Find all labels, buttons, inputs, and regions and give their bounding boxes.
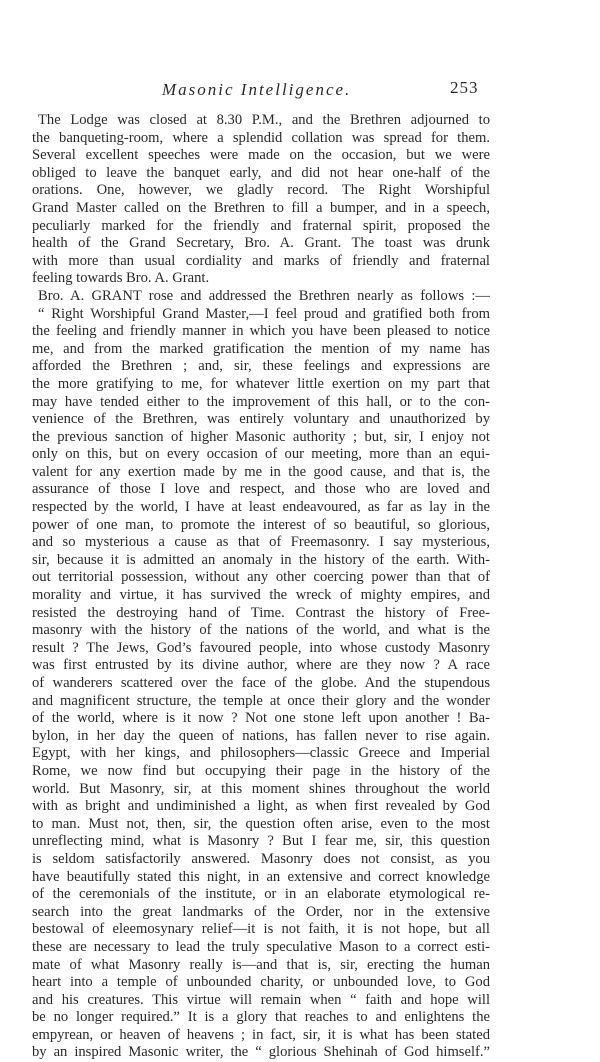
text-line: out territorial possession, without any other coercing power than that of — [32, 569, 490, 586]
text-line: and so mysterious a cause as that of Freemasonry. I say mysterious, — [32, 534, 490, 551]
text-line: peculiarly marked for the friendly and fraternal spirit, proposed the — [32, 217, 490, 234]
text-line: have beautifully stated this night, in an extensive and correct knowledge — [32, 868, 490, 885]
text-line: sir, because it is admitted an anomaly in the history of the earth. With- — [32, 551, 490, 568]
text-line: the previous sanction of higher Masonic authority ; but, sir, I enjoy not — [32, 428, 490, 445]
text-line: result ? The Jews, God’s favoured people, into whose custody Masonry — [32, 639, 490, 656]
page-number: 253 — [450, 78, 479, 97]
text-line: venience of the Brethren, was entirely voluntary and unauthorized by — [32, 411, 490, 428]
text-line: mate of what Masonry really is—and that is, sir, erecting the human — [32, 956, 490, 973]
text-line: Grand Master called on the Brethren to fill a bumper, and in a speech, — [32, 199, 490, 216]
text-line: orations. One, however, we gladly record. The Right Worshipful — [32, 182, 490, 199]
text-line: only on this, but on every occasion of our meeting, more than an equi- — [32, 446, 490, 463]
text-line: feeling towards Bro. A. Grant. — [32, 270, 210, 287]
text-line: bylon, in her day the queen of nations, has fallen never to rise again. — [32, 727, 490, 744]
text-line: search into the great landmarks of the Order, nor in the extensive — [32, 903, 490, 920]
text-line: health of the Grand Secretary, Bro. A. Grant. The toast was drunk — [32, 235, 490, 252]
text-line: me, and from the marked gratification the mention of my name has — [32, 340, 490, 357]
text-line: these are necessary to lead the truly speculative Mason to a correct esti- — [32, 938, 490, 955]
text-line: “ Right Worshipful Grand Master,—I feel proud and gratified both from — [38, 305, 490, 322]
text-line: assurance of those I love and respect, and those who are loved and — [32, 481, 490, 498]
text-line: Rome, we now find but occupying their page in the history of the — [32, 762, 490, 779]
body-text — [32, 112, 490, 1062]
text-line: The Lodge was closed at 8.30 P.M., and the Brethren adjourned to — [38, 112, 490, 128]
text-line: afforded the Brethren ; and, sir, these feelings and expressions are — [32, 358, 490, 375]
text-line: Several excellent speeches were made on the occasion, but we were — [32, 147, 490, 164]
text-line: Bro. A. GRANT rose and addressed the Brethren nearly as follows :— — [38, 287, 490, 304]
text-line: with more than usual cordiality and marks of friendly and fraternal — [32, 252, 490, 269]
text-line: with as bright and undiminished a light, as when first revealed by God — [32, 798, 490, 815]
text-line: the more gratifying to me, for whatever little exertion on my part that — [32, 375, 490, 392]
text-line: empyrean, or heaven of heavens ; in fact, sir, it is what has been stated — [32, 1026, 490, 1043]
text-line: unreflecting mind, what is Masonry ? But I fear me, sir, this question — [32, 833, 490, 850]
text-line: be no longer required.” It is a glory that reaches to and enlightens the — [32, 1009, 490, 1026]
text-line: masonry with the history of the nations of the world, and what is the — [32, 622, 490, 639]
text-line: and magnificent structure, the temple at once their glory and the wonder — [32, 692, 490, 709]
text-line: world. But Masonry, sir, at this moment shines throughout the world — [32, 780, 490, 797]
text-line: heart into a temple of unbounded charity, or unbounded love, to God — [32, 974, 490, 991]
text-line: of the ceremonials of the institute, or in an elaborate etymological re- — [32, 886, 490, 903]
text-line: power of one man, to promote the interest of so beautiful, so glorious, — [32, 516, 490, 533]
text-line: valent for any exertion made by me in the good cause, and that is, the — [32, 463, 490, 480]
text-line: was first entrusted by its divine author, where are they now ? A race — [32, 657, 490, 674]
text-line: of the world, where is it now ? Not one stone left upon another ! Ba- — [32, 710, 490, 727]
text-line: may have tended either to the improvement of this hall, or to the con- — [32, 393, 490, 410]
text-line: and his creatures. This virtue will remain when “ faith and hope will — [32, 991, 490, 1008]
text-line: is seldom satisfactorily answered. Masonry does not consist, as you — [32, 850, 490, 867]
text-line: bestowal of eleemosynary relief—it is not faith, it is not hope, but all — [32, 921, 490, 938]
text-line: resisted the destroying hand of Time. Contrast the history of Free- — [32, 604, 490, 621]
text-line: obliged to leave the banquet early, and did not hear one-half of the — [32, 164, 490, 181]
text-line: respected by the world, I have at least endeavoured, as far as lay in the — [32, 499, 490, 516]
text-line: Egypt, with her kings, and philosophers—classic Greece and Imperial — [32, 745, 490, 762]
text-line: the banqueting-room, where a splendid collation was spread for them. — [32, 129, 490, 146]
text-line: morality and virtue, it has survived the wreck of mighty empires, and — [32, 587, 490, 604]
text-line: by an inspired Masonic writer, the “ glorious Shehinah of God himself.” — [32, 1044, 490, 1061]
running-title: Masonic Intelligence. — [162, 80, 352, 99]
text-line: of wanderers scattered over the face of the globe. And the stupendous — [32, 675, 490, 691]
text-line: to man. Must not, then, sir, the question often arise, even to the most — [32, 815, 490, 832]
text-line: the feeling and friendly manner in which you have been pleased to notice — [32, 323, 490, 340]
